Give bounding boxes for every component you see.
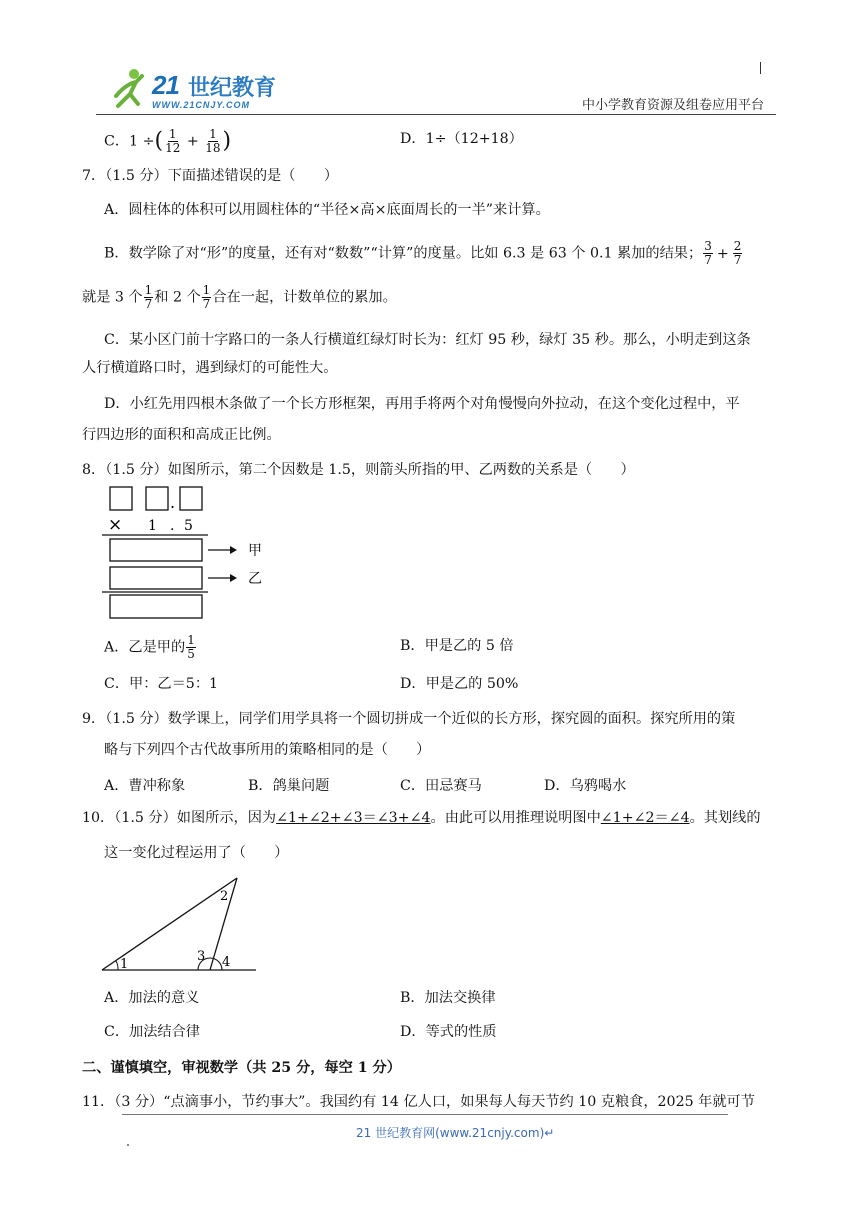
header-platform-text: 中小学教育资源及组卷应用平台 (581, 98, 764, 113)
angle-label-1: 1 (120, 957, 129, 972)
q6-option-c-prefix: C．1 ÷ (104, 133, 155, 150)
q7-option-d-line2: 行四边形的面积和高成正比例。 (82, 427, 281, 443)
q7-option-b-line1: B．数学除了对“形”的度量，还有对“数数”“计算”的度量。比如 6.3 是 63 个 0.1 累加的结果； $\frac{3}{7}$ + $\frac{2}{7}$ (104, 239, 742, 267)
header-marker (760, 62, 761, 74)
q9-option-d: D．乌鸦喝水 (544, 778, 627, 794)
label-yi: 乙 (248, 571, 262, 587)
q10-triangle-figure (96, 872, 266, 978)
q8-option-a: A．乙是甲的 $\frac{1}{5}$ (104, 633, 195, 661)
q6-option-d: D．1÷（12+18） (400, 131, 523, 147)
multiplier-one: 1 (148, 518, 157, 534)
q10-option-c: C．加法结合律 (104, 1024, 200, 1040)
header-divider (96, 114, 776, 115)
footer-dot (127, 1144, 129, 1146)
q8-stem: 8．（1.5 分）如图所示，第二个因数是 1.5，则箭头所指的甲、乙两数的关系是（ ） (82, 462, 635, 478)
q8-multiplication-figure (96, 484, 276, 624)
q8-option-c: C．甲：乙＝5：1 (104, 676, 219, 692)
logo-url: WWW.21CNJY.COM (152, 100, 251, 110)
multiplier-five: 5 (184, 518, 193, 534)
fraction: $\frac{3}{7}$ (704, 239, 712, 267)
digit-box (110, 487, 132, 510)
q7-option-a: A．圆柱体的体积可以用圆柱体的“半径×高×底面周长的一半”来计算。 (104, 202, 550, 218)
underlined-equation: ∠1+∠2＝∠4 (600, 810, 690, 826)
logo-text: 世纪教育 (188, 76, 277, 101)
digit-box (180, 487, 202, 510)
multiplier-point: . (170, 518, 175, 534)
footer-link[interactable]: 21 世纪教育网(www.21cnjy.com)↵ (356, 1126, 555, 1140)
fraction: $\frac{1}{7}$ (202, 283, 211, 311)
times-sign: × (108, 515, 123, 535)
underlined-equation: ∠1+∠2+∠3＝∠3+∠4 (276, 810, 431, 826)
q7-option-b-line2: 就是 3 个 $\frac{1}{7}$ 和 2 个 $\frac{1}{7}$ 合在一起，计数单位的累加。 (82, 283, 397, 311)
site-logo (108, 66, 277, 114)
final-product-box (110, 595, 202, 618)
q9-option-c: C．田忌赛马 (400, 778, 482, 794)
footer-divider (122, 1114, 728, 1115)
partial-product-yi-box (110, 567, 202, 589)
fraction: $\frac{1}{12}$ (165, 127, 181, 155)
digit-box (146, 487, 168, 510)
q11-stem: 11．（3 分）“点滴事小，节约事大”。我国约有 14 亿人口，如果每人每天节约 10 克粮食，2025 年就可节 (82, 1094, 755, 1110)
logo-number: 21 (152, 70, 179, 100)
q9-stem-line1: 9．（1.5 分）数学课上，同学们用学具将一个圆切拼成一个近似的长方形，探究圆的面积。探究所用的策 (82, 711, 736, 727)
angle-label-3: 3 (197, 949, 206, 964)
partial-product-jia-box (110, 539, 202, 561)
q9-option-b: B．鸽巢问题 (248, 778, 330, 794)
q7-option-c-line1: C．某小区门前十字路口的一条人行横道红绿灯时长为：红灯 95 秒，绿灯 35 秒。那么，小明走到这条 (104, 332, 751, 348)
q7-option-d-line1: D．小红先用四根木条做了一个长方形框架，再用手将两个对角慢慢向外拉动，在这个变化过程中，平 (104, 396, 740, 412)
q9-option-a: A．曹冲称象 (104, 778, 186, 794)
q6-option-c: C．1 ÷( $\frac{1}{12}$ + $\frac{1}{18}$ ) (104, 127, 232, 155)
fraction: $\frac{1}{18}$ (205, 127, 221, 155)
q10-stem-line2: 这一变化过程运用了（ ） (104, 845, 289, 861)
q8-option-b: B．甲是乙的 5 倍 (400, 638, 514, 654)
section-2-title: 二、谨慎填空，审视数学（共 25 分，每空 1 分） (82, 1060, 401, 1076)
q10-option-a: A．加法的意义 (104, 990, 200, 1006)
q7-stem: 7．（1.5 分）下面描述错误的是（ ） (82, 168, 339, 184)
fraction: $\frac{1}{7}$ (144, 283, 153, 311)
angle-label-2: 2 (220, 889, 229, 904)
fraction: $\frac{2}{7}$ (733, 239, 742, 267)
fraction: $\frac{1}{5}$ (187, 633, 195, 661)
runner-logo-icon (108, 66, 152, 110)
q10-option-d: D．等式的性质 (400, 1024, 497, 1040)
q10-option-b: B．加法交换律 (400, 990, 496, 1006)
q7-option-c-line2: 人行横道路口时，遇到绿灯的可能性大。 (82, 360, 338, 376)
q10-stem-line1: 10．（1.5 分）如图所示，因为∠1+∠2+∠3＝∠3+∠4。由此可以用推理说明图中∠1+∠2＝∠4。其划线的 (82, 810, 761, 826)
arrow-yi-icon (208, 574, 237, 582)
decimal-point: . (170, 493, 176, 512)
q9-stem-line2: 略与下列四个古代故事所用的策略相同的是（ ） (104, 742, 431, 758)
angle-arc (116, 961, 118, 970)
arrow-jia-icon (208, 546, 237, 554)
angle-label-4: 4 (222, 955, 231, 970)
q8-option-d: D．甲是乙的 50% (400, 676, 519, 692)
label-jia: 甲 (248, 543, 262, 559)
